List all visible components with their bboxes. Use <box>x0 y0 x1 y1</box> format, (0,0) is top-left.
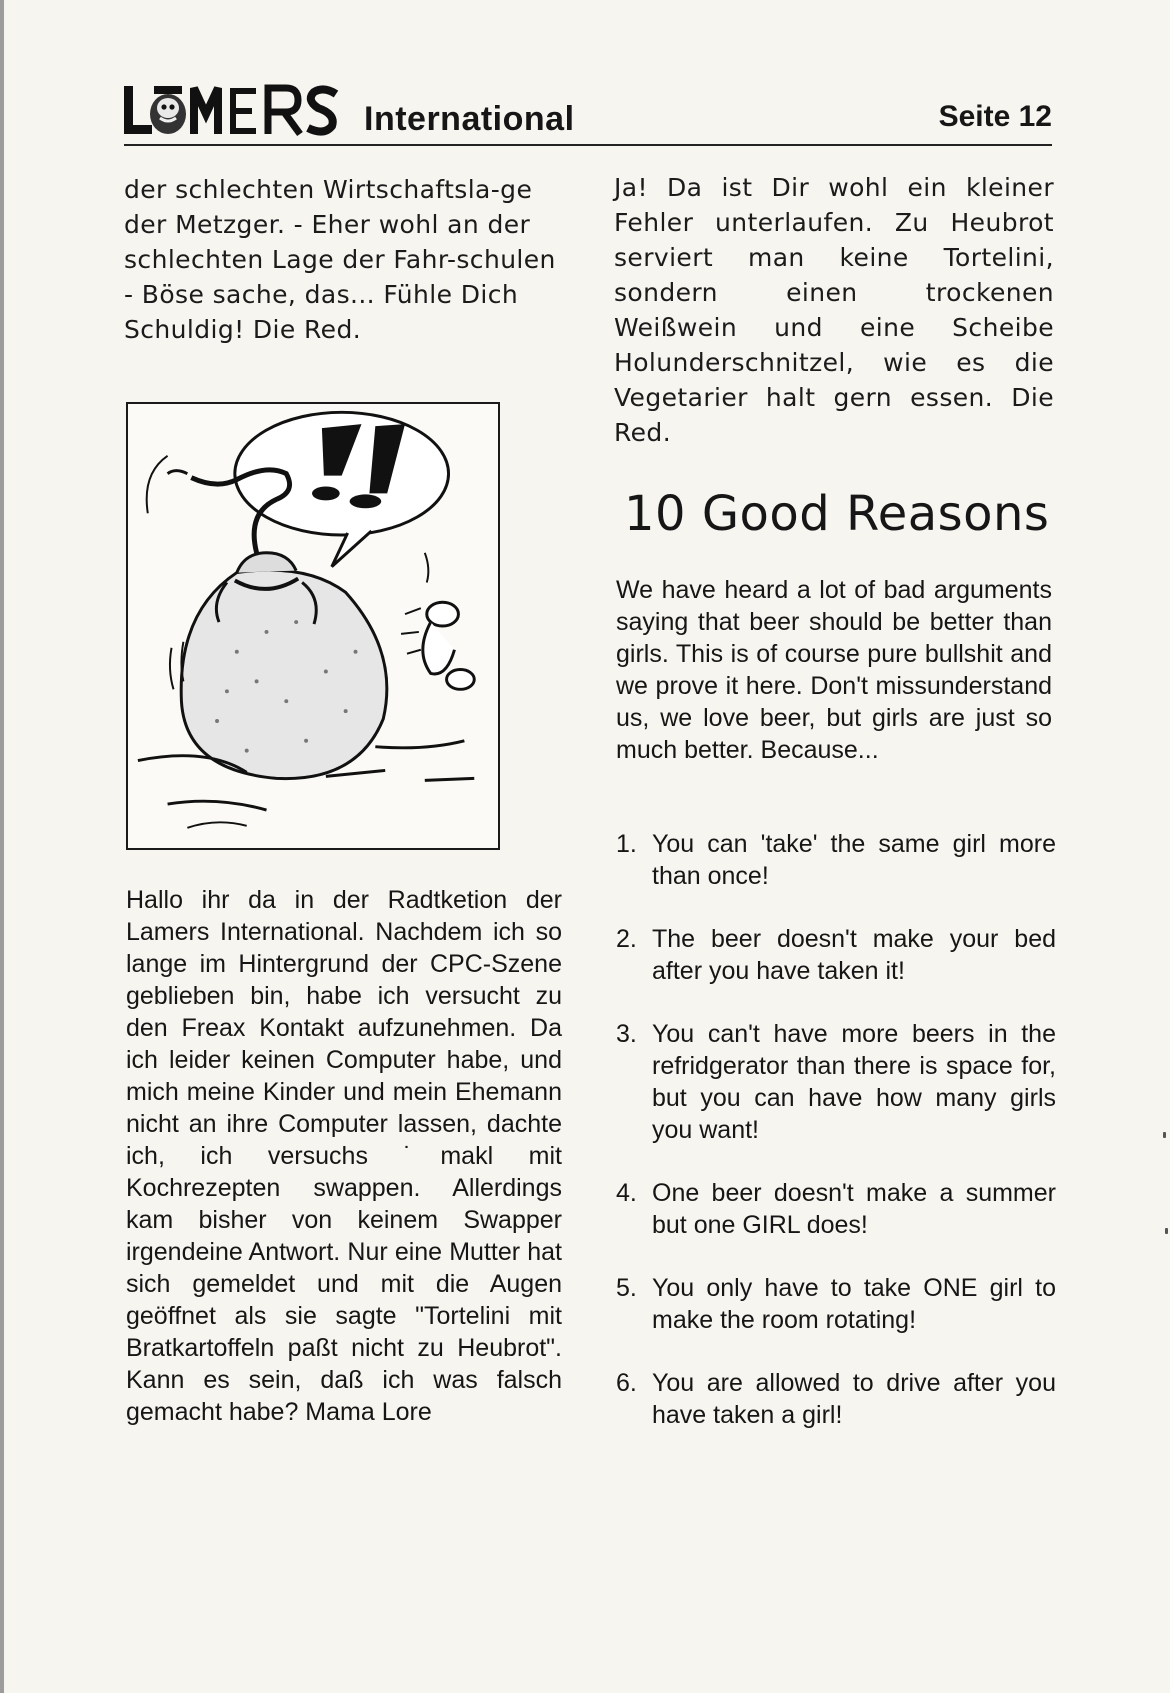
reason-text: You can't have more beers in the refridgerator than there is space for, but you can have how many girls you want! <box>652 1020 1056 1144</box>
header-rule <box>124 144 1052 146</box>
lamers-logo-mark <box>124 78 364 140</box>
cartoon-drawing <box>128 404 498 848</box>
reader-letter-text: Hallo ihr da in der Radtketion der Lamers International. Nachdem ich so lange im Hintergrund der CPC-Szene geblieben bin, habe ich versucht zu den Freax Kontakt aufzunehmen. Da ich leider keinen Computer habe, und mich meine Kinder und mein Ehemann nicht an ihre Computer lassen, dachte ich, ich versuchs ˙makl mit Kochrezepten swappen. Allerdings kam bisher von keinem Swapper irgendeine Antwort. Nur eine Mutter hat sich gemeldet und mit die Augen geöffnet als sie sagte "Tortelini mit Bratkartoffeln paßt nicht zu Heubrot". Kann es sein, daß ich was falsch gemacht habe? Mama Lore <box>126 886 562 1426</box>
section-intro: We have heard a lot of bad arguments saying that beer should be better than girls. This is of course pure bullshit and we prove it here. Don't missunderstand us, we love beer, but girls are just so much better. Because... <box>616 576 1052 764</box>
reasons-list <box>616 828 1056 1462</box>
reason-item <box>616 828 1056 892</box>
scan-speck <box>1163 1132 1166 1138</box>
editor-reply-right <box>614 170 1054 450</box>
reason-item <box>616 1177 1056 1241</box>
reason-text: You can 'take' the same girl more than once! <box>652 830 1056 890</box>
section-title: 10 Good Reasons <box>624 486 1050 542</box>
page-edge <box>0 0 4 1693</box>
reason-text: You only have to take ONE girl to make the room rotating! <box>652 1274 1056 1334</box>
scan-speck <box>1165 1228 1168 1234</box>
reader-letter <box>126 884 562 1428</box>
page-number: Seite 12 <box>938 100 1052 133</box>
magazine-logo <box>124 80 575 140</box>
reason-text: You are allowed to drive after you have taken a girl! <box>652 1369 1056 1429</box>
editor-reply-left <box>124 172 564 347</box>
reason-number: 3. <box>616 1020 637 1048</box>
editor-reply-right-text: Ja! Da ist Dir wohl ein kleiner Fehler unterlaufen. Zu Heubrot serviert man keine Tortelini, sondern einen trockenen Weißwein und eine Scheibe Holunderschnitzel, wie es die Vegetarier halt gern essen. Die Red. <box>614 173 1054 447</box>
logo-subtitle: International <box>364 100 575 138</box>
reason-number: 1. <box>616 830 637 858</box>
reason-item <box>616 923 1056 987</box>
reason-item <box>616 1018 1056 1146</box>
reason-text: The beer doesn't make your bed after you have taken it! <box>652 925 1056 985</box>
reason-item <box>616 1367 1056 1431</box>
editor-reply-left-text: der schlechten Wirtschaftsla-ge der Metzger. - Eher wohl an der schlechten Lage der Fahr-schulen - Böse sache, das... Fühle Dich Schuldig! Die Red. <box>124 175 556 344</box>
reason-number: 6. <box>616 1369 637 1397</box>
reason-number: 5. <box>616 1274 637 1302</box>
cartoon-illustration <box>126 402 500 850</box>
reason-number: 2. <box>616 925 637 953</box>
reason-text: One beer doesn't make a summer but one GIRL does! <box>652 1179 1056 1239</box>
reason-item <box>616 1272 1056 1336</box>
reason-number: 4. <box>616 1179 637 1207</box>
page-header <box>124 70 1052 145</box>
